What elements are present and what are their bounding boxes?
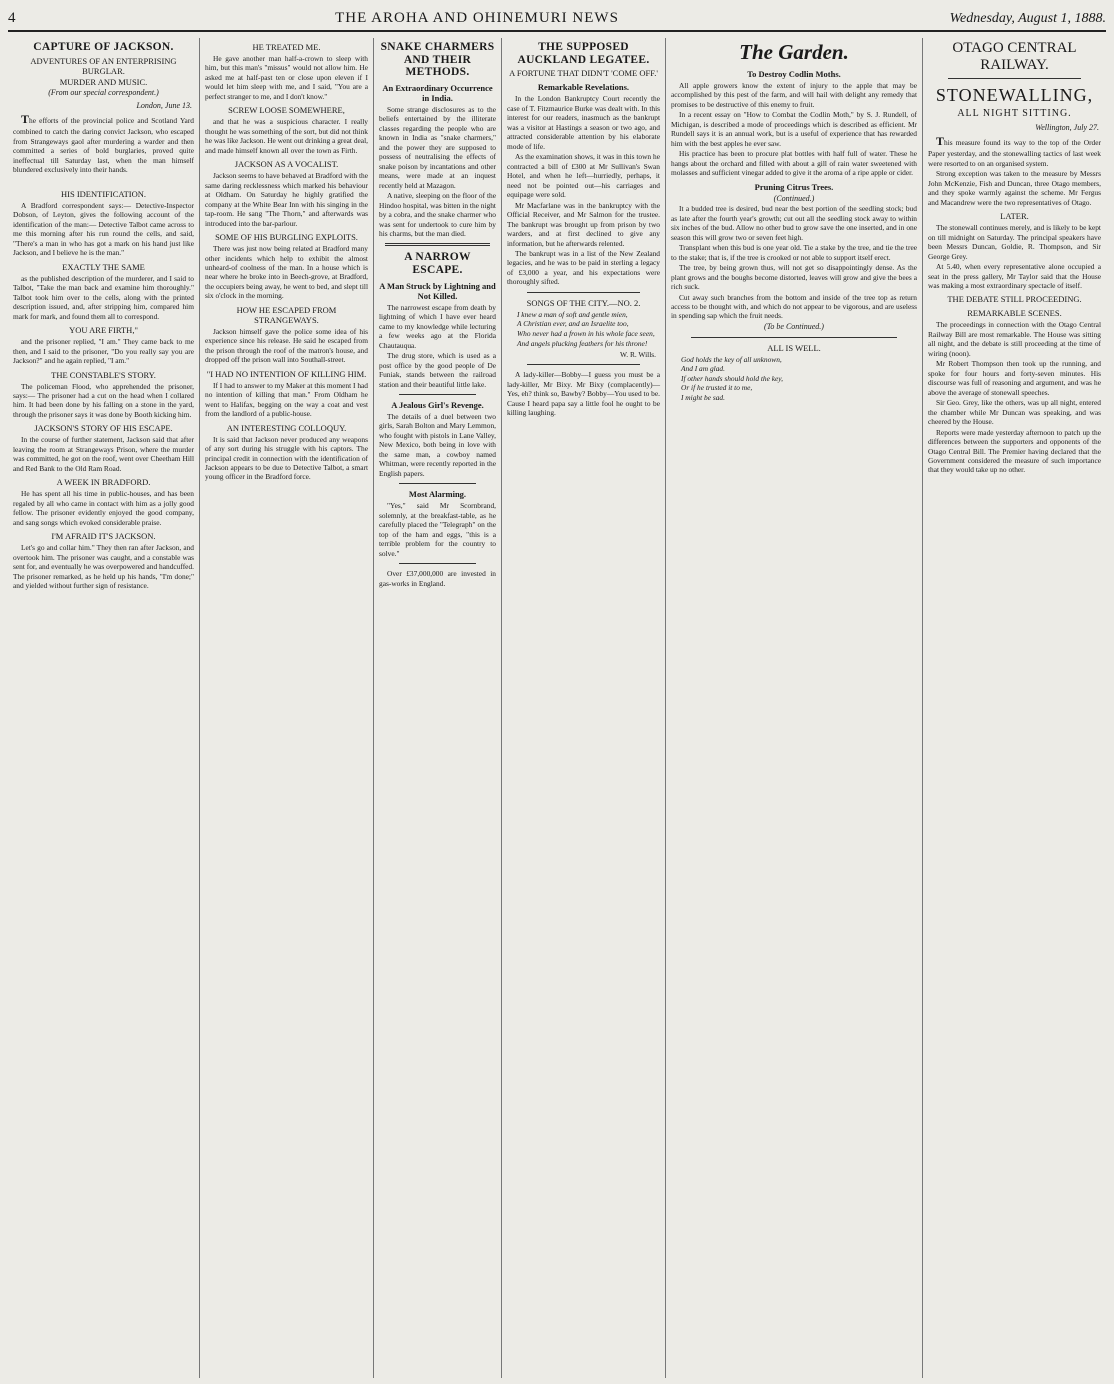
- article-subtitle: MURDER AND MUSIC.: [59, 77, 148, 88]
- divider: [399, 483, 476, 484]
- column-jackson-continued: [200, 38, 374, 1378]
- poem-title: ALL IS WELL.: [767, 342, 821, 353]
- article-subtitle: (Continued.): [773, 193, 815, 203]
- section-heading: I'M AFRAID IT'S JACKSON.: [51, 531, 156, 542]
- text-continuation: [13, 176, 194, 185]
- divider: [527, 364, 640, 365]
- poem-text: God holds the key of all unknown, And I am glad. If other hands should hold the key, Or if he trusted it to me, I might be sad.: [681, 354, 784, 402]
- divider: [399, 394, 476, 395]
- section-heading: "I HAD NO INTENTION OF KILLING HIM.: [206, 368, 367, 379]
- paragraph: Let's go and collar him." They then ran after Jackson, and overtook him. The prisoner was caught, and a constable was sent for, and eventually he was overpowered and handcuffed. The prisoner remarked, as he held up his hands, "I'm done;" and yielded without further sign of resistance.: [13, 543, 194, 591]
- paragraph: Mr Macfarlane was in the bankruptcy with the Official Receiver, and Mr Salmon for the trustee. The bankrupt was brought up from prison by two warders, and at first declined to give any information, but he afterwards relented.: [507, 200, 660, 248]
- section-heading: AN INTERESTING COLLOQUY.: [226, 422, 347, 433]
- paragraph: It a budded tree is desired, bud near the best portion of the seedling stock; bud as late after the fourth year's growth; cut out all the seedling stock away to within six inches of the bud. Allow no other bud to grow save the one inserted, and in one season this will grow two or seven feet high.: [671, 204, 917, 242]
- article-title: A NARROW ESCAPE.: [404, 251, 471, 277]
- paragraph: He has spent all his time in public-houses, and has been regaled by all who came in contact with him as a jolly good fellow. The prisoner evidently enjoyed the good company, and sang songs which evoked considerable praise.: [13, 489, 194, 527]
- divider: [399, 563, 476, 564]
- paragraph: The bankrupt was in a list of the New Zealand legacies, and he was to be paid in sterling a legacy of £3,000 a year, and his expectations were thoroughly sifted.: [507, 248, 660, 287]
- paragraph: "Yes," said Mr Scornbrand, solemnly, at the breakfast-table, as he carefully placed the "Telegraph" on the top of the ham and eggs, "this is a terrible problem for the country to solve.": [379, 501, 496, 558]
- paragraph: His practice has been to procure plat bottles with half full of water. These he hangs about the orchard and filled with about a gill of rain water sweetened with molasses and sufficient vinegar added to give it the aroma of a ripe apple or cider.: [671, 149, 917, 178]
- article-subtitle: A FORTUNE THAT DIDN'T 'COME OFF.': [509, 68, 658, 79]
- paragraph: and the prisoner replied, "I am." They came back to me then, and I said to the prisoner, "Do you really say you are Jackson?" and he again replied, "I am.": [13, 337, 194, 366]
- article-title: A Jealous Girl's Revenge.: [391, 399, 484, 410]
- paragraph: In a recent essay on "How to Combat the Codlin Moth," by S. J. Rundell, of Michigan, is described a mode of proceedings which is described as efficient. Mr Rundell says it is an annual work, but is a useful of experience that has rewarded him with the best apples he ever saw.: [671, 110, 917, 148]
- column-capture-of-jackson: [8, 38, 200, 1378]
- paragraph: Some strange disclosures as to the beliefs entertained by the illiterate classes regarding the people who are known in India as "snake charmers," and the power they are supposed to possess of neutralising the effects of snake poison by incantations and other means, were made at an inquest recently held at Mazagon.: [379, 104, 496, 190]
- paragraph: This measure found its way to the top of the Order Paper yesterday, and the stonewalling tactics of last week were resorted to on an organised system.: [928, 134, 1101, 168]
- article-title: OTAGO CENTRAL RAILWAY.: [952, 40, 1077, 73]
- article-subtitle: Remarkable Revelations.: [537, 82, 630, 93]
- dateline: Wellington, July 27.: [1035, 123, 1099, 132]
- paragraph: The narrowest escape from death by lightning of which I have ever heard came to my knowledge while lecturing a few weeks ago at the Florida Chautauqua.: [379, 302, 496, 350]
- paragraph: At 5.40, when every representative alone occupied a seat in the press gallery, Mr Taylor said that the House was making a most extraordinary spectacle of itself.: [928, 262, 1101, 290]
- paragraph: It is said that Jackson never produced any weapons of any sort during his struggle with his captors. The principal credit in connection with the identification of Jackson appears to be due to Detective Talbot, a smart young officer in the Bradford force.: [205, 434, 368, 482]
- column-auckland-legatee: [502, 38, 666, 1378]
- poem-title: SONGS OF THE CITY.—NO. 2.: [526, 297, 641, 308]
- article-headline: STONEWALLING,: [935, 85, 1094, 105]
- paragraph: Transplant when this bud is one year old. Tie a stake by the tree, and tie the tree to the stake; that is, if the tree is crooked or not able to support itself erect.: [671, 243, 917, 262]
- divider: [385, 243, 490, 246]
- dateline: London, June 13.: [136, 100, 192, 110]
- paragraph: The policeman Flood, who apprehended the prisoner, says:— The prisoner had a cut on the head when I collared him. It had been done by his falling on a stone in the yard, through the prisoner says it was done by Booth kicking him.: [13, 381, 194, 419]
- paragraph: If I had to answer to my Maker at this moment I had no intention of killing that man." From Oldham he went to Halifax, begging on the way a coat and vest from the landlord of a public-house.: [205, 380, 368, 419]
- paragraph: The details of a duel between two girls, Sarah Bolton and Mary Lemmon, who fought with pistols in Lane Valley, New Mexico, both being in love with the same man, a cowboy named Whitman, were recently reported in the English papers.: [379, 411, 496, 478]
- paragraph: Strong exception was taken to the measure by Messrs John McKenzie, Fish and Duncan, three Otago members, and they spoke warmly against the scheme. Mr Fergus and Macandrew were the two representatives of Otago.: [928, 169, 1101, 207]
- paragraph: Sir Geo. Grey, like the others, was up all night, entered the chamber while Mr Duncan was speaking, and was cheered by the House.: [928, 398, 1101, 427]
- divider: [948, 78, 1081, 79]
- article-subtitle: An Extraordinary Occurrence in India.: [382, 82, 493, 103]
- paragraph: Reports were made yesterday afternoon to patch up the differences between the supporters and opponents of the Otago Central Bill. The Premier having declared that the Government considered the measure of such importance that they would take up no other.: [928, 427, 1101, 475]
- paragraph: Mr Robert Thompson then took up the running, and spoke for four hours and forty-seven minutes. His discourse was full of reasoning and argument, and was he above the average of stonewall speeches.: [928, 359, 1101, 397]
- section-heading: SCREW LOOSE SOMEWHERE,: [228, 105, 345, 116]
- paragraph: A native, sleeping on the floor of the Hindoo hospital, was bitten in the night by a cobra, and the snake charmer who was sent for undertook to cure him by his charms, but the man died.: [379, 191, 496, 239]
- article-title: Pruning Citrus Trees.: [754, 181, 834, 192]
- section-heading: THE CONSTABLE'S STORY.: [51, 369, 156, 380]
- article-subtitle: ALL NIGHT SITTING.: [957, 108, 1072, 119]
- paragraph: Jackson seems to have behaved at Bradford with the same daring recklessness which marked his behaviour at Oldham. On Saturday he highly gratified the company at the White Bear Inn with his singing in the tap-room. He sang "The Thorn," and afterwards was introduced into the bar-parlour.: [205, 171, 368, 228]
- paragraph: and that he was a suspicious character. I really thought he was something of the sort, but did not think he was like Jackson. He went out drinking a great deal, and made himself known all over the town as Firth.: [205, 117, 368, 155]
- paragraph: The tree, by being grown thus, will not get so disappointingly dense. As the plant grows and the boughs become distorted, leaves will grow and give the bees a rich suck.: [671, 263, 917, 292]
- article-subtitle: A Man Struck by Lightning and Not Killed.: [379, 280, 496, 301]
- poem-text: I knew a man of soft and gentle mien, A Christian ever, and an Israelite too, Who never had a frown in his whole face seen, And angels plucking feathers for his throne!: [517, 309, 655, 348]
- article-title: To Destroy Codlin Moths.: [747, 69, 841, 79]
- section-heading: LATER.: [1000, 211, 1029, 222]
- section-heading: A WEEK IN BRADFORD.: [56, 477, 151, 488]
- paragraph: All apple growers know the extent of injury to the apple that may be accomplished by this pest of the farm, and will hail with delight any remedy that promises to be destructive of this enemy to fruit.: [671, 81, 917, 109]
- section-heading: YOU ARE FIRTH,": [69, 325, 138, 336]
- section-heading: JACKSON AS A VOCALIST.: [234, 159, 339, 170]
- paragraph: Jackson himself gave the police some idea of his experience since his release. He said he escaped from the prison through the roof of the matron's house, and dropped off the prison wall into Southall-street.: [205, 326, 368, 365]
- paragraph: as the published description of the murderer, and I said to Talbot, "Take the man back and examine him thoroughly." Talbot took him over to the cells, along with the printed description issued, and, after stripping him, compared him mark for mark, and found them all to correspond.: [13, 273, 194, 321]
- paragraph: A lady-killer—Bobby—I guess you must be a lady-killer, Mr Bixy. Mr Bixy (complacently)—Yes, eh? think so, Bawby? Bobby—You used to be. Cause I heard papa say a little fool he ought to be killing laughing.: [507, 370, 660, 418]
- section-heading: SOME OF HIS BURGLING EXPLOITS.: [215, 232, 358, 243]
- paragraph: The efforts of the provincial police and Scotland Yard combined to catch the daring convict Jackson, who escaped from Strangeways gaol after murdering a warder and then committed a series of bold burglaries, proved quite ineffectual till Saturday last, when the man himself blundered exclusively into their hands.: [13, 111, 194, 175]
- divider: [527, 292, 640, 293]
- section-heading: HE TREATED ME.: [252, 42, 321, 52]
- column-the-garden: [666, 38, 923, 1378]
- paragraph: The drug store, which is used as a post office by the good people of De Funiak, stands between the railroad station and their beautiful little lake.: [379, 351, 496, 389]
- section-heading: HIS IDENTIFICATION.: [61, 188, 146, 199]
- issue-date: Wednesday, August 1, 1888.: [949, 11, 1106, 26]
- byline: (From our special correspondent.): [48, 88, 159, 98]
- article-title: Most Alarming.: [408, 489, 467, 500]
- newspaper-title: THE AROHA AND OHINEMURI NEWS: [335, 10, 619, 26]
- masthead: [8, 6, 1106, 32]
- paragraph: The proceedings in connection with the Otago Central Railway Bill are most remarkable. The House was sitting all night, and the debate is still proceeding at the time of wiring (noon).: [928, 320, 1101, 358]
- paragraph: As the examination shows, it was in this town he contracted a bill of £300 at Mr Sullivan's Swan Hotel, and when he left—hurriedly, perhaps, it need not be pointed out—his carriages and equipage were sold.: [507, 152, 660, 200]
- paragraph: A Bradford correspondent says:— Detective-Inspector Dobson, of Leyton, gives the following account of the identification of the man:— Detective Talbot came across to me this morning after his run round the cells, and said, "There's a man in who has got a mark on his hand just like Jackson, and I believe he is the man.": [13, 200, 194, 258]
- paragraph: In the course of further statement, Jackson said that after leaving the room at Strangeways Prison, where the murder was committed, he got on the roof, went over Cheetham Hill and Red Bank to the Old Ram Road.: [13, 435, 194, 473]
- column-otago-central-railway: [923, 38, 1106, 1378]
- poem-signature: W. R. Wills.: [619, 350, 656, 360]
- section-subheading: REMARKABLE SCENES.: [967, 308, 1062, 319]
- paragraph: In the London Bankruptcy Court recently the case of T. Fitzmaurice Burke was dealt with. In this interest for our readers, inasmuch as the bankrupt was a visitor at Hastings a season or two ago, and attracted considerable attention by his elaborate mode of life.: [507, 94, 660, 151]
- article-title: CAPTURE OF JACKSON.: [33, 41, 174, 53]
- article-title: SNAKE CHARMERS AND THEIR METHODS.: [380, 41, 495, 79]
- page-number: 4: [8, 10, 16, 26]
- paragraph: Cut away such branches from the bottom and inside of the tree top as return access to be thought with, and which do not appear to be vigorous, and are useless in spending sap which the fruit needs.: [671, 292, 917, 321]
- section-heading: THE DEBATE STILL PROCEEDING.: [947, 294, 1082, 305]
- continued-note: (To be Continued.): [764, 321, 824, 331]
- section-title: The Garden.: [739, 40, 849, 64]
- column-snake-charmers: [374, 38, 502, 1378]
- paragraph: He gave another man half-a-crown to sleep with him, but this man's "missus" would not allow him. He asked me at half-past ten or close upon eleven if I would let him sleep with me, and I said, "You are a perfect stranger to me, and I don't know.": [205, 54, 368, 101]
- paragraph: There was just now being related at Bradford many other incidents which help to exhibit the almost unheard-of coolness of the man. In a house which is near where he broke into in Beech-grove, at Bradford, the occupiers being away, he went to bed, and slept till six o'clock in the morning.: [205, 244, 368, 301]
- paragraph: Over £37,000,000 are invested in gas-works in England.: [379, 569, 496, 588]
- page-columns: [8, 38, 1106, 1378]
- article-subtitle: ADVENTURES OF AN ENTERPRISING BURGLAR.: [30, 55, 177, 76]
- article-title: THE SUPPOSED AUCKLAND LEGATEE.: [517, 41, 650, 66]
- section-heading: JACKSON'S STORY OF HIS ESCAPE.: [34, 423, 173, 434]
- divider: [691, 337, 897, 338]
- paragraph: The stonewall continues merely, and is likely to be kept on till midnight on Saturday. The principal speakers have been Messrs Duncan, Goldie, R. Thompson, and Sir George Grey.: [928, 223, 1101, 261]
- section-heading: HOW HE ESCAPED FROM STRANGEWAYS.: [236, 304, 337, 325]
- section-heading: EXACTLY THE SAME: [62, 261, 145, 272]
